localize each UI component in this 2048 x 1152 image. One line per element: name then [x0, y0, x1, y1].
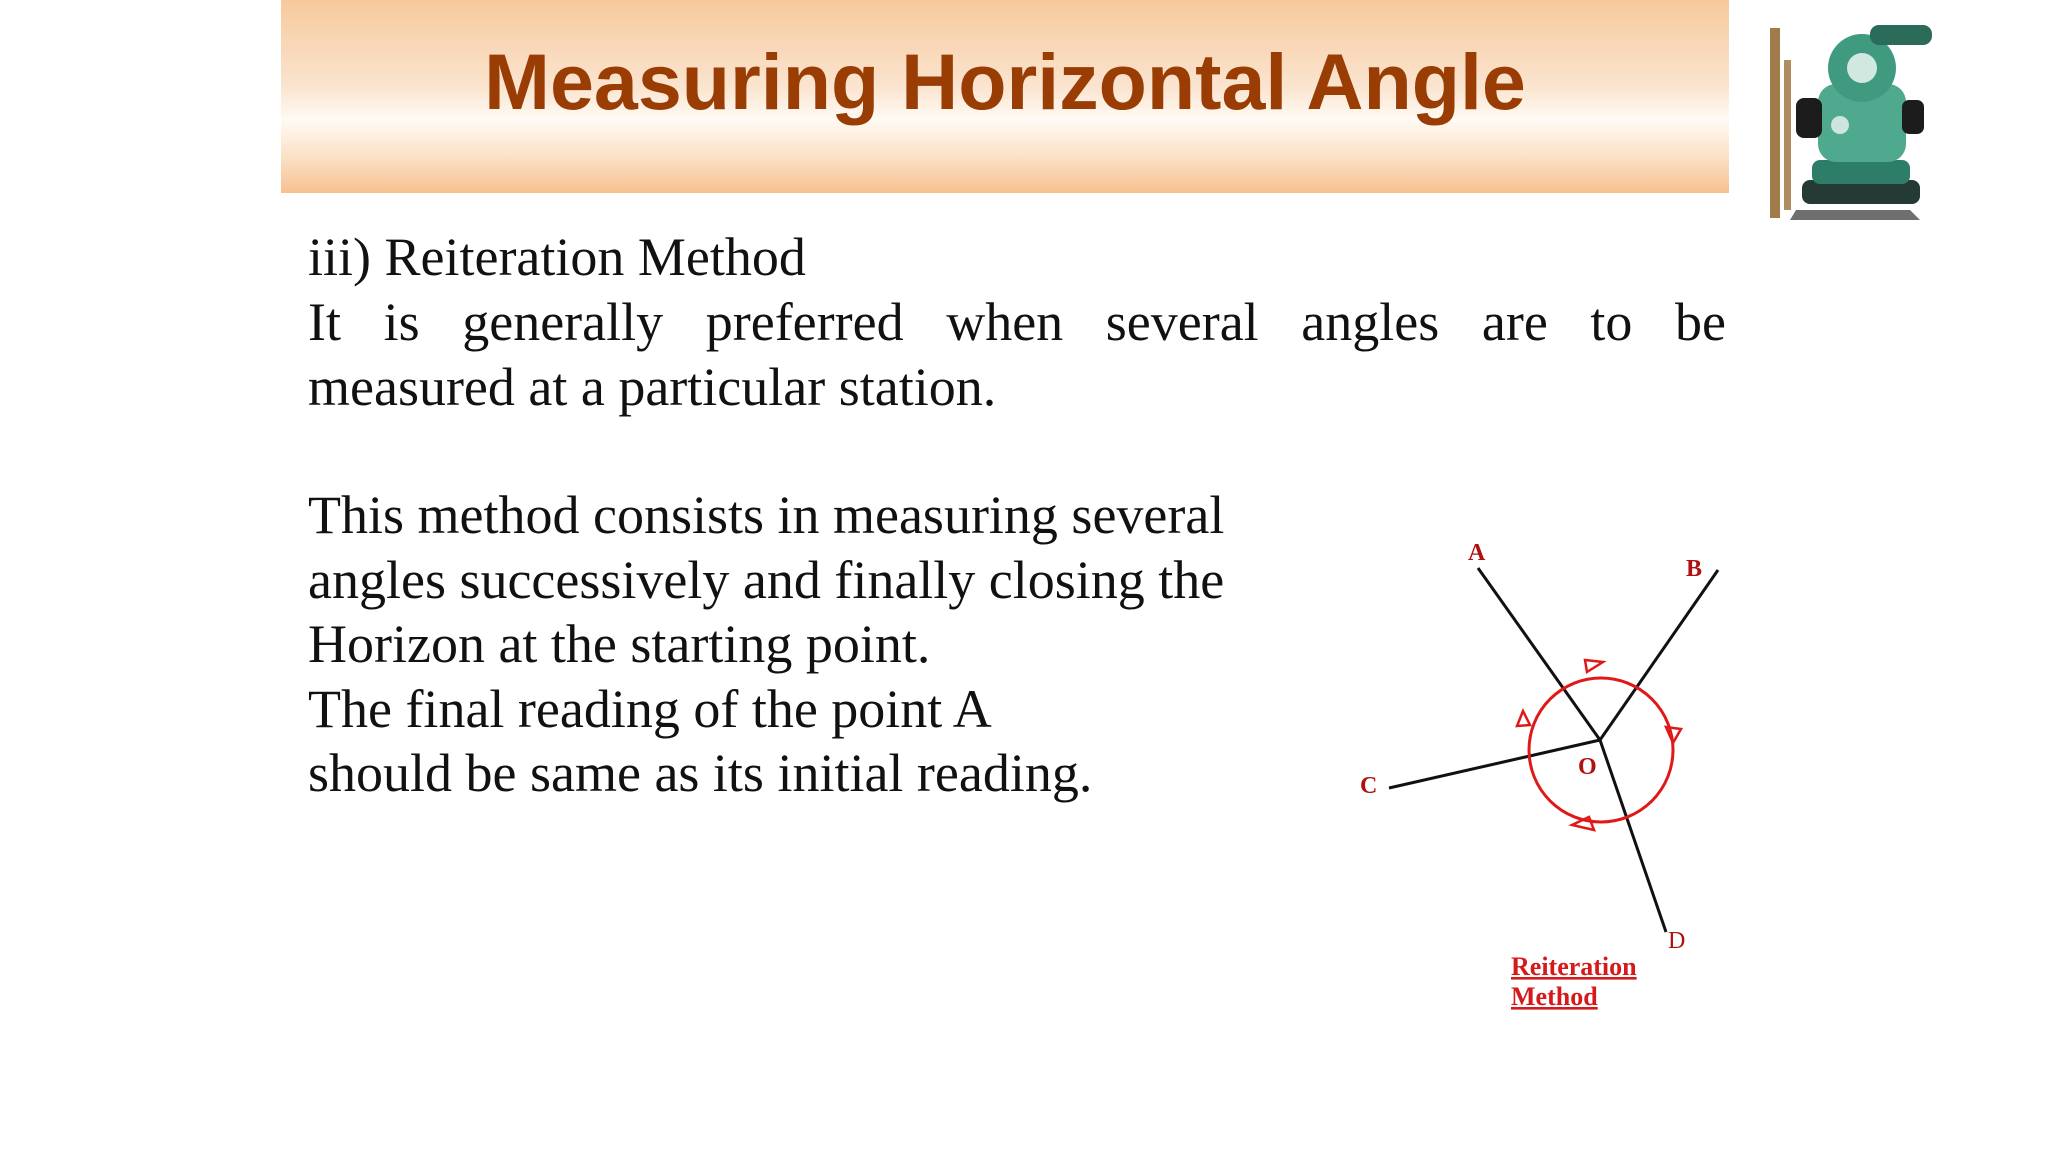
slide-title: Measuring Horizontal Angle: [484, 37, 1526, 126]
arrow-left: [1517, 711, 1530, 726]
diagram-caption-line-1: Reiteration: [1511, 952, 1637, 981]
description-line-5: should be same as its initial reading.: [308, 743, 1093, 803]
label-a: A: [1468, 540, 1486, 566]
label-c: C: [1360, 773, 1378, 799]
ray-c: [1389, 740, 1600, 788]
label-b: B: [1686, 556, 1703, 582]
paragraph-line-2: measured at a particular station.: [308, 357, 997, 417]
method-heading: iii) Reiteration Method: [308, 227, 806, 287]
arrow-bottom: [1572, 817, 1594, 830]
arrow-top: [1585, 660, 1603, 672]
label-o: O: [1578, 754, 1597, 780]
ray-d: [1600, 740, 1666, 932]
description-line-2: angles successively and finally closing the: [308, 550, 1225, 610]
ray-b: [1600, 570, 1718, 740]
description-line-1: This method consists in measuring several: [308, 485, 1225, 545]
description-line-4: The final reading of the point A: [308, 679, 992, 739]
diagram-caption-line-2: Method: [1511, 982, 1598, 1011]
label-d: D: [1668, 928, 1686, 954]
title-banner: [281, 0, 1729, 193]
arrow-right: [1666, 727, 1681, 743]
theodolite-icon: [1760, 20, 1940, 220]
description-line-3: Horizon at the starting point.: [308, 614, 931, 674]
paragraph-line-1: It is generally preferred when several angles are to be: [308, 292, 1726, 352]
reiteration-diagram: [1340, 530, 1760, 1020]
